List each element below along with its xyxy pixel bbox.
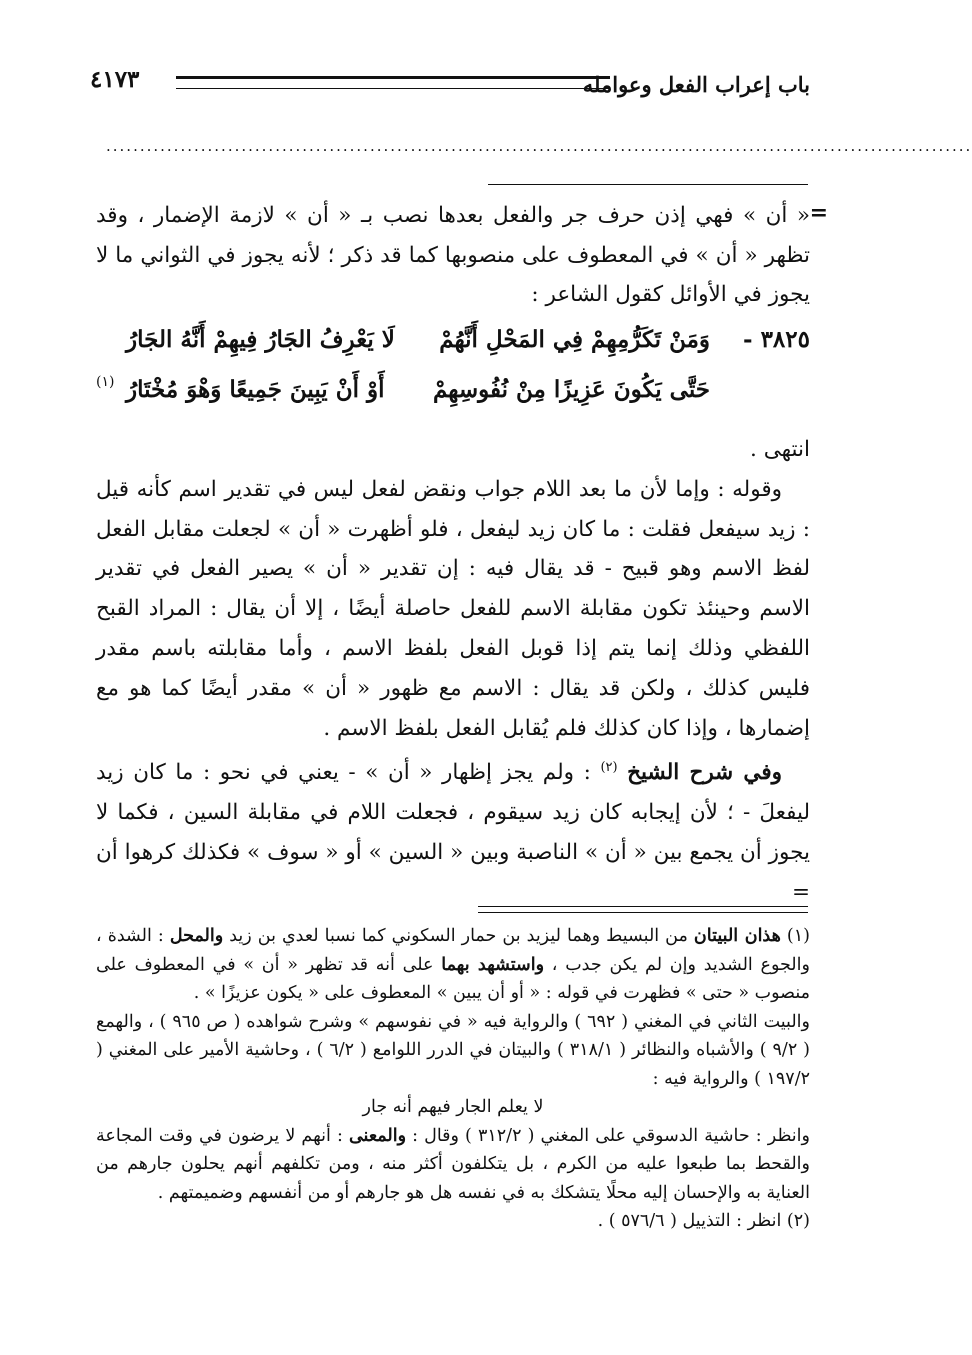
footnote-separator: [478, 906, 808, 913]
paragraph-text: : ولم يجز إظهار « أن » - يعني في نحو : ما كان زيد ليفعلَ - ؛ لأن إيجابه كان زيد سيقوم ، فجعلت اللام في مقابلة السين ، فكما لا يجوز أن يجمع بين « أن » الناصبة وبين « السين » أو « سوف » فكذلك كرهوا أن: [96, 760, 810, 866]
paragraph: وقوله : وإما لأن ما بعد اللام جواب ونقض لفعل ليس في تقدير اسم كأنه قيل : زيد سيفعل فقلت : ما كان زيد ليفعل ، فلو أظهرت « أن » لجعلت مقابل الفعل لفظ الاسم وهو قبيح - قد يقال فيه : إن تقدير « أن » يصير الفعل في تقدير الاسم وحينئذ تكون مقابلة الاسم للفعل حاصلة أيضًا ، إلا أن يقال : المراد القبح اللفظي وذلك إنما يتم إذا قوبل الفعل بلفظ الاسم ، وأما مقابلته باسم مقدر فليس كذلك ، ولكن قد يقال : الاسم مع ظهور « أن » مقدر أيضًا كما هو مع إضمارها ، وإذا كان كذلك فلم يُقابل الفعل بلفظ الاسم .: [96, 476, 810, 741]
dotted-separator: ................................................................................................................................: [106, 137, 972, 155]
footnote-ref: (٢): [600, 760, 618, 776]
intaha-text: انتهى .: [750, 437, 810, 462]
opening-paragraph: [96, 196, 810, 315]
footnote-keyword: والمحل: [169, 926, 224, 946]
verse-hemistich: وَمَنْ تَكَرُّمِهِمْ فِي المَحْلِ أَنَّهُمْ: [439, 326, 710, 353]
footnote-keyword: والمعنى: [348, 1125, 407, 1146]
paragraph: [96, 748, 810, 912]
opening-text: « أن » فهي إذن حرف جر والفعل بعدها نصب بـ « أن » لازمة الإضمار ، وقد تظهر « أن » في المعطوف على منصوبها كما قد ذكر ؛ لأنه يجوز في الثواني ما لا يجوز في الأوائل كقول الشاعر :: [96, 203, 810, 307]
footnote-keyword: هذان البيتان: [693, 926, 781, 946]
verse-hemistich: أَوْ أَنْ يَبِينَ جَمِيعًا وَهْوَ مُخْتَارُ: [126, 376, 385, 403]
footnote-text: : الشدة ، والجوع الشديد وإن لم يكن جدب ،: [96, 926, 810, 975]
footnote-1-meaning: [96, 1122, 810, 1208]
continuation-mark: =: [809, 200, 828, 226]
header-double-rule: [176, 76, 610, 89]
footnote-1: [96, 922, 810, 1008]
main-paragraphs: [96, 430, 810, 913]
footnote-text: من البسيط وهما ليزيد بن حمار السكوني كما نسبا لعدي بن زيد: [229, 926, 688, 946]
verse-hemistich: حَتَّى يَكُونَ عَزِيزًا مِنْ نُفُوسِهِمْ: [432, 376, 710, 403]
section-rule: [488, 184, 808, 185]
footnote-text: : أنهم لا يرضون في وقت المجاعة والقحط بما طبعوا عليه من الكرم ، بل يتكلفون أكثر منه ، ومن تكلفهم أنهم يحلون جارهم من العناية به والإحسان إليه محلًا يتشكك به في نفسه هل هو جارهم أو من أنفسهم وضميمتهم .: [96, 1125, 810, 1203]
footnote-text: وانظر : حاشية الدسوقي على المغني ( ٣١٢/٢ ) وقال :: [412, 1125, 810, 1146]
running-header-title: باب إعراب الفعل وعوامله: [582, 72, 810, 97]
footnote-text: على أنه قد تظهر « أن » في المعطوف على منصوب « حتى » فظهرت في قوله : « أو أن يبين » المعطوف على « يكون عزيزًا » .: [96, 954, 810, 1003]
footnote-keyword: واستشهد بهما: [441, 954, 545, 975]
footnote-2: (٢) انظر : التذييل ( ٥٧٦/٦ ) .: [597, 1211, 810, 1231]
footnote-label: (١): [786, 926, 810, 946]
page-number: ٤١٧٣: [90, 66, 140, 93]
footnote-ref: (١): [96, 374, 115, 390]
continuation-mark: =: [791, 879, 810, 905]
verse-hemistich: لَا يَعْرِفُ الجَارُ فِيهِمْ أَنَّهُ الجَارُ: [126, 326, 395, 353]
paragraph-lead: وفي شرح الشيخ: [627, 760, 782, 786]
footnote-verse: لا يعلم الجار فيهم أنه جار: [362, 1097, 544, 1117]
footnotes: [96, 922, 810, 1236]
verse-number: ٣٨٢٥ -: [743, 326, 810, 353]
footnote-1-sources: والبيت الثاني في المغني ( ٦٩٢ ) والرواية فيه « في نفوسهم » وشرح شواهده ( ص ٩٦٥ ) ، والهمع ( ٩/٢ ) والأشباه والنظائر ( ٣١٨/١ ) والبيتان في الدرر اللوامع ( ٦/٢ ) ، وحاشية الأمير على المغني ( ١٩٧/٢ ) والرواية فيه :: [96, 1011, 810, 1089]
